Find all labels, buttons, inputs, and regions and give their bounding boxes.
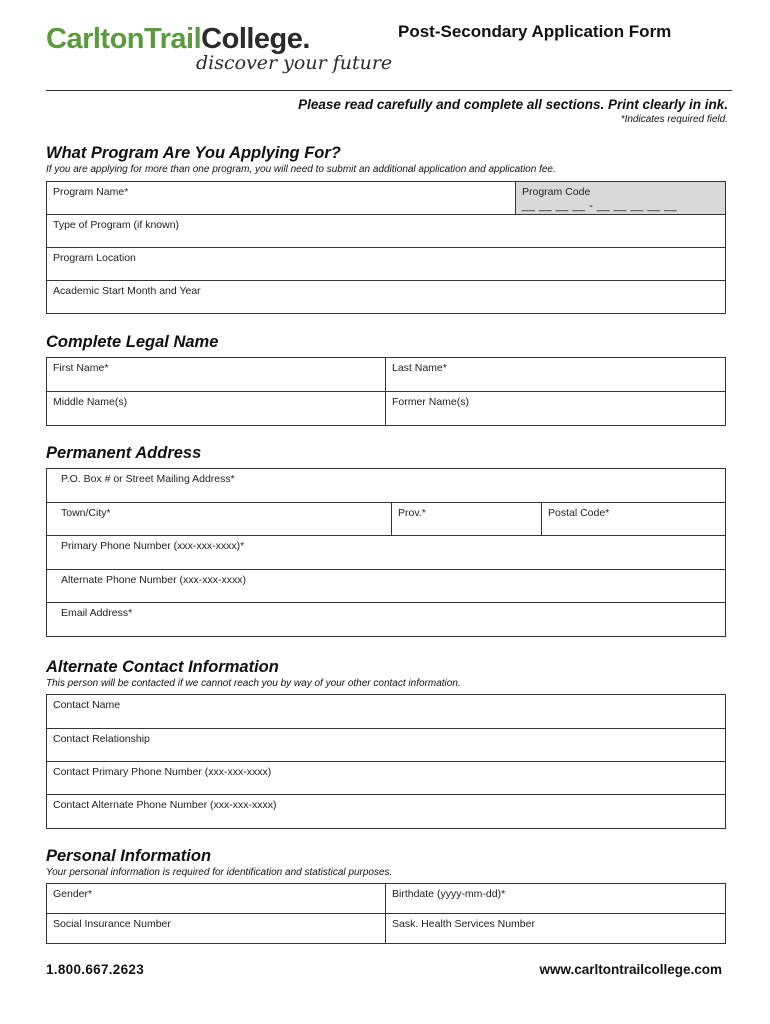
form-title: Post-Secondary Application Form (398, 22, 672, 41)
birthdate-label: Birthdate (yyyy-mm-dd)* (392, 888, 506, 900)
last-name-field[interactable] (385, 357, 726, 392)
email-field[interactable] (46, 602, 726, 637)
program-type-label: Type of Program (if known) (53, 219, 180, 231)
program-name-field[interactable] (46, 181, 516, 215)
program-location-label: Program Location (53, 252, 136, 264)
contact-name-label: Contact Name (53, 699, 121, 711)
logo-carlton: Carlton (46, 23, 144, 55)
alt-contact-section-note: This person will be contacted if we cannot reach you by way of your other contact information. (46, 678, 461, 689)
first-name-label: First Name* (53, 362, 109, 374)
footer-website[interactable]: www.carltontrailcollege.com (539, 962, 722, 977)
contact-name-field[interactable] (46, 694, 726, 729)
town-city-field[interactable] (46, 502, 392, 536)
primary-phone-field[interactable] (46, 535, 726, 570)
logo-college: College. (201, 23, 310, 55)
contact-alternate-phone-field[interactable] (46, 794, 726, 829)
program-section-title: What Program Are You Applying For? (46, 144, 341, 162)
college-logo (46, 22, 393, 82)
alt-contact-section-title: Alternate Contact Information (46, 658, 279, 676)
program-location-field[interactable] (46, 247, 726, 281)
sin-label: Social Insurance Number (53, 918, 171, 930)
required-note: *Indicates required field. (620, 114, 728, 125)
postal-code-field[interactable] (541, 502, 726, 536)
email-label: Email Address* (61, 607, 133, 619)
academic-start-label: Academic Start Month and Year (53, 285, 201, 297)
sin-field[interactable] (46, 913, 386, 944)
program-type-field[interactable] (46, 214, 726, 248)
contact-primary-phone-field[interactable] (46, 761, 726, 795)
personal-section-note: Your personal information is required for identification and statistical purposes. (46, 867, 393, 878)
street-address-label: P.O. Box # or Street Mailing Address* (61, 473, 235, 485)
former-name-label: Former Name(s) (392, 396, 470, 408)
former-name-field[interactable] (385, 391, 726, 426)
health-number-label: Sask. Health Services Number (392, 918, 535, 930)
legal-name-section-title: Complete Legal Name (46, 333, 219, 351)
contact-primary-phone-label: Contact Primary Phone Number (xxx-xxx-xxxx) (53, 766, 272, 778)
contact-alternate-phone-label: Contact Alternate Phone Number (xxx-xxx-xxxx) (53, 799, 277, 811)
program-name-label: Program Name* (53, 186, 129, 198)
primary-phone-label: Primary Phone Number (xxx-xxx-xxxx)* (61, 540, 245, 552)
middle-name-label: Middle Name(s) (53, 396, 128, 408)
address-section-title: Permanent Address (46, 444, 202, 462)
first-name-field[interactable] (46, 357, 386, 392)
alternate-phone-label: Alternate Phone Number (xxx-xxx-xxxx) (61, 574, 246, 586)
town-city-label: Town/City* (61, 507, 111, 519)
program-code-label: Program Code (522, 186, 591, 198)
gender-label: Gender* (53, 888, 93, 900)
province-field[interactable] (391, 502, 542, 536)
logo-tagline: discover your future (196, 52, 393, 74)
birthdate-field[interactable] (385, 883, 726, 914)
header-divider (46, 90, 732, 91)
contact-relationship-field[interactable] (46, 728, 726, 762)
instructions: Please read carefully and complete all sections. Print clearly in ink. (298, 97, 728, 112)
middle-name-field[interactable] (46, 391, 386, 426)
alternate-phone-field[interactable] (46, 569, 726, 603)
footer-phone: 1.800.667.2623 (46, 962, 145, 977)
program-code-blanks: __ __ __ __ - __ __ __ __ __ (522, 200, 678, 212)
logo-wordmark (46, 22, 310, 56)
province-label: Prov.* (398, 507, 426, 519)
last-name-label: Last Name* (392, 362, 447, 374)
personal-section-title: Personal Information (46, 847, 212, 865)
logo-trail: Trail (144, 23, 202, 55)
program-code-field[interactable] (515, 181, 726, 215)
street-address-field[interactable] (46, 468, 726, 503)
program-section-note: If you are applying for more than one program, you will need to submit an additional application and application fee. (46, 164, 556, 175)
postal-code-label: Postal Code* (548, 507, 610, 519)
health-number-field[interactable] (385, 913, 726, 944)
contact-relationship-label: Contact Relationship (53, 733, 150, 745)
academic-start-field[interactable] (46, 280, 726, 314)
gender-field[interactable] (46, 883, 386, 914)
